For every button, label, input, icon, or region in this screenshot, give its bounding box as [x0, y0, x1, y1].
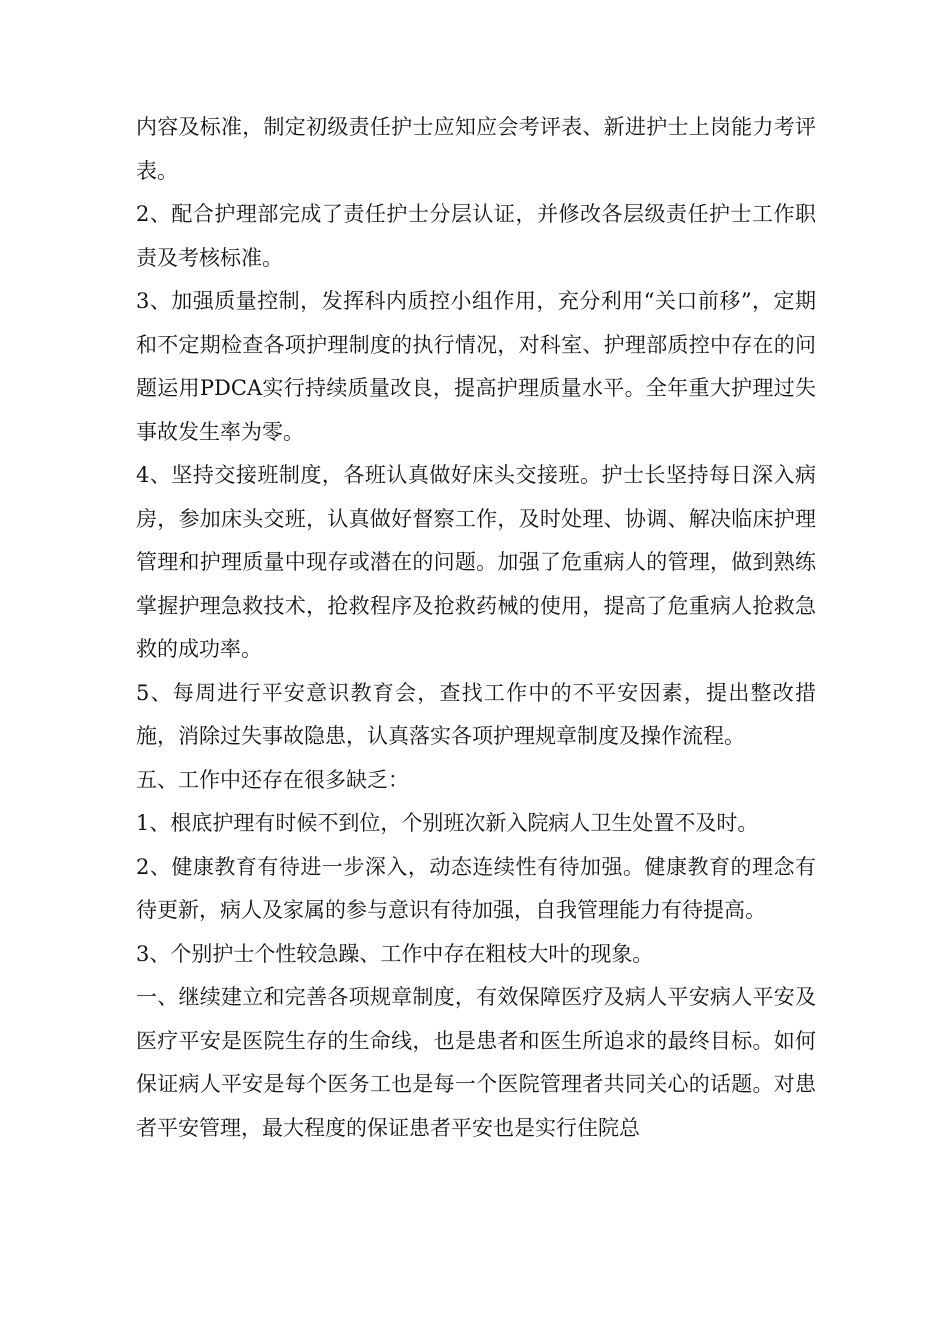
section-heading-5: 五、工作中还存在很多缺乏： — [136, 767, 409, 792]
paragraph-6: 1、根底护理有时候不到位，个别班次新入院病人卫生处置不及时。 — [136, 811, 759, 835]
document-body — [136, 106, 816, 1150]
paragraph-3: 3、加强质量控制，发挥科内质控小组作用，充分利用“关口前移”，定期和不定期检查各项护理制度的执行情况，对科室、护理部质控中存在的问题运用PDCA实行持续质量改良，提高护理质量水平。全年重大护理过失事故发生率为零。 — [136, 289, 816, 444]
paragraph-7: 2、健康教育有待进一步深入，动态连续性有待加强。健康教育的理念有待更新，病人及家属的参与意识有待加强，自我管理能力有待提高。 — [136, 854, 816, 922]
paragraph-1: 内容及标准，制定初级责任护士应知应会考评表、新进护士上岗能力考评表。 — [136, 115, 816, 183]
paragraph-4: 4、坚持交接班制度，各班认真做好床头交接班。护士长坚持每日深入病房，参加床头交班，认真做好督察工作，及时处理、协调、解决临床护理管理和护理质量中现存或潜在的问题。加强了危重病人的管理，做到熟练掌握护理急救技术，抢救程序及抢救药械的使用，提高了危重病人抢救急救的成功率。 — [136, 463, 816, 661]
paragraph-9: 一、继续建立和完善各项规章制度，有效保障医疗及病人平安病人平安及医疗平安是医院生存的生命线，也是患者和医生所追求的最终目标。如何保证病人平安是每个医务工也是每一个医院管理者共同关心的话题。对患者平安管理，最大程度的保证患者平安也是实行住院总 — [136, 985, 816, 1140]
paragraph-5: 5、每周进行平安意识教育会，查找工作中的不平安因素，提出整改措施，消除过失事故隐患，认真落实各项护理规章制度及操作流程。 — [136, 680, 816, 748]
paragraph-2: 2、配合护理部完成了责任护士分层认证，并修改各层级责任护士工作职责及考核标准。 — [136, 202, 816, 270]
paragraph-8: 3、个别护士个性较急躁、工作中存在粗枝大叶的现象。 — [136, 941, 654, 966]
